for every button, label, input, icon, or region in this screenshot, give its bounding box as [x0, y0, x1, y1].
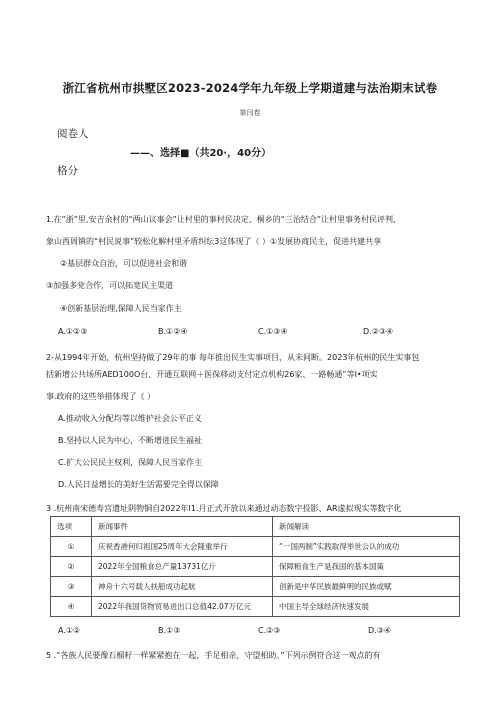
table-row	[51, 577, 460, 597]
section-heading: ——、选择■（共20·，40分）	[130, 148, 272, 159]
exam-subtitle: 第闫卷	[239, 109, 261, 117]
q1-choice-b: B.①②④	[158, 327, 188, 336]
table-row	[51, 557, 460, 577]
q1-line2: 象山西周镇的“村民说事”较松化解村里矛盾纠纭3这体现了（ ）①发展协商民主，促进共建共享	[46, 237, 382, 246]
q3-choice-a: A.①②	[58, 626, 81, 635]
q2-line1: 2-从1994年开始，杭州坚持做了29年的事 每年推出民生实事项目，从未间断。2023年杭州的民生实事包	[46, 353, 420, 362]
exam-title: 浙江省杭州市拱墅区2023-2024学年九年级上学期道建与法治期末试卷	[62, 81, 438, 95]
table-header-cell: 新闻事件	[92, 517, 273, 537]
q1-choice-d: D.②③④	[363, 327, 394, 336]
table-cell: 中国主导全球经济快速发展	[273, 597, 460, 617]
table-header-cell: 选项	[51, 517, 92, 537]
table-cell: 保障粮食生产是我国的基本国策	[273, 557, 460, 577]
q3-line1: 3 .杭州南宋德寿宫遗址阴物铜自2022年I1.月正式开放以来通过动态数字投影、AR虚拟现实等数字化	[46, 504, 402, 513]
table-cell: ③	[51, 577, 92, 597]
q3-choice-d: D.③④	[368, 626, 392, 635]
q1-choice-c: C.①③④	[258, 327, 288, 336]
q2-line2: 括新增公共场所AED100O台、开通互联网＋医保移动支付定点机构26家、一路畅通”等I•项实	[46, 370, 378, 379]
table-cell: ①	[51, 537, 92, 557]
q2-option-d: D.人民日益增长的美好生活需要完全得以保障	[58, 480, 219, 489]
table-cell: “一国两制”实践取得举世公认的成功	[273, 537, 460, 557]
score-label: 格分	[57, 165, 78, 177]
table-cell: 庆祝香港何归祖国25周年大会隆重举行	[92, 537, 273, 557]
q1-choice-a: A.①②③	[58, 327, 88, 336]
table-cell: 神舟十六号载人扶船成功起航	[92, 577, 273, 597]
q1-item-3: ③加强多党合作，可以拓宽民主渠道	[46, 281, 174, 290]
reviewer-label: 阅卷人	[57, 128, 89, 140]
q2-option-b: B.坚持以人民为中心，不断增进民生福祉	[58, 436, 203, 445]
table-row	[51, 537, 460, 557]
q1-line1: 1.在“浙”里,安吉余村的“两山议事会”让村里的事村民决定、桐乡的“三治结合”让村里事务村民评判,	[46, 215, 396, 224]
table-header-row	[51, 517, 460, 537]
q2-line3: 事.政府的这些举措体现了《 ）	[46, 392, 156, 401]
table-cell: 2022年我国货物贸易进出口总值42.07万亿元	[92, 597, 273, 617]
q3-choice-c: C.②③	[258, 626, 281, 635]
q1-item-4: ④创新基层治理,保障人民当家作主	[60, 304, 182, 313]
table-cell: 创新是中华民族最鲜明的民族或赋	[273, 577, 460, 597]
news-table	[50, 516, 460, 617]
q2-option-c: C.扩大公民民主权利，保障人民当家作主	[58, 458, 203, 467]
table-header-cell: 新闻解读	[273, 517, 460, 537]
q5-line1: 5 .“各族人民要像石榴籽一样紧紧抱在一起，手足相亲，守望相助。”下列示例符合这一观点的有	[46, 651, 381, 660]
q1-item-2: ②基层群众自治，可以促进社会和谐	[60, 259, 188, 268]
q2-option-a: A.推动收入分配均等以维护社会公平正义	[58, 414, 202, 423]
table-row	[51, 597, 460, 617]
table-cell: ④	[51, 597, 92, 617]
table-cell: 2022年全国粮食总产量13731亿斤	[92, 557, 273, 577]
q3-choice-b: B.①③	[158, 626, 181, 635]
table-cell: ②	[51, 557, 92, 577]
